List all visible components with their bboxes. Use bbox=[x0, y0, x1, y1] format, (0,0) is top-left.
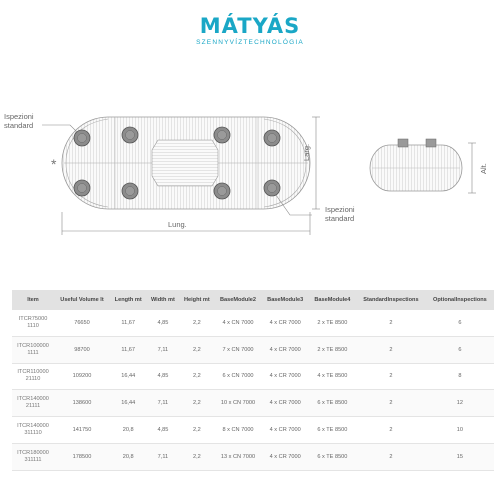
item-code: ITCR140000 bbox=[17, 396, 49, 403]
brand-tagline: SZENNYVÍZTECHNOLÓGIA bbox=[196, 39, 304, 46]
cell-width: 4,85 bbox=[146, 363, 179, 390]
cell-volume: 109200 bbox=[54, 363, 110, 390]
item-code: ITCR180000 bbox=[17, 449, 49, 456]
item-config: 311111 bbox=[24, 456, 42, 463]
header-optional-inspections: OptionalInspections bbox=[426, 290, 494, 310]
tank-drawing-svg bbox=[0, 95, 500, 250]
cell-basemodule2: 6 x CN 7000 bbox=[214, 363, 261, 390]
cell-width: 7,11 bbox=[146, 390, 179, 417]
cell-item bbox=[12, 310, 54, 336]
cell-height: 2,2 bbox=[179, 363, 214, 390]
cell-basemodule4: 6 x TE 8500 bbox=[309, 417, 356, 444]
width-label: Larg. bbox=[302, 143, 311, 161]
cell-volume: 76650 bbox=[54, 310, 110, 336]
cell-height: 2,2 bbox=[179, 336, 214, 363]
cell-basemodule4: 6 x TE 8500 bbox=[309, 390, 356, 417]
item-code: ITCR140000 bbox=[17, 423, 49, 430]
inspections-right-label bbox=[325, 205, 355, 223]
cell-item bbox=[12, 336, 54, 363]
cell-optional-inspections: 15 bbox=[426, 443, 494, 470]
cell-width: 4,85 bbox=[146, 310, 179, 336]
cell-optional-inspections: 12 bbox=[426, 390, 494, 417]
cell-optional-inspections: 10 bbox=[426, 417, 494, 444]
cell-basemodule3: 4 x CR 7000 bbox=[262, 310, 309, 336]
cell-standard-inspections: 2 bbox=[356, 310, 426, 336]
cell-basemodule4: 6 x TE 8500 bbox=[309, 443, 356, 470]
header-basemodule3: BaseModule3 bbox=[262, 290, 309, 310]
cell-width: 7,11 bbox=[146, 336, 179, 363]
cell-length: 20,8 bbox=[110, 443, 147, 470]
header-basemodule2: BaseModule2 bbox=[214, 290, 261, 310]
cell-volume: 178500 bbox=[54, 443, 110, 470]
table-row bbox=[12, 443, 494, 470]
table-header-row bbox=[12, 290, 494, 310]
cell-width: 4,85 bbox=[146, 417, 179, 444]
asterisk-marker: * bbox=[51, 156, 57, 172]
cell-basemodule3: 4 x CR 7000 bbox=[262, 417, 309, 444]
item-config: 21110 bbox=[25, 376, 41, 383]
cell-basemodule3: 4 x CR 7000 bbox=[262, 390, 309, 417]
cell-standard-inspections: 2 bbox=[356, 417, 426, 444]
cell-standard-inspections: 2 bbox=[356, 443, 426, 470]
cell-length: 11,67 bbox=[110, 310, 147, 336]
item-config: 311110 bbox=[24, 430, 42, 437]
item-config: 1111 bbox=[27, 349, 39, 356]
cell-basemodule2: 7 x CN 7000 bbox=[214, 336, 261, 363]
cell-basemodule2: 10 x CN 7000 bbox=[214, 390, 261, 417]
cell-basemodule4: 4 x TE 8500 bbox=[309, 363, 356, 390]
cell-standard-inspections: 2 bbox=[356, 336, 426, 363]
cell-length: 16,44 bbox=[110, 390, 147, 417]
height-label: Alt. bbox=[479, 163, 488, 174]
cell-basemodule4: 2 x TE 8500 bbox=[309, 336, 356, 363]
cell-item bbox=[12, 390, 54, 417]
inspections-right-line2: standard bbox=[325, 214, 355, 223]
cell-height: 2,2 bbox=[179, 390, 214, 417]
cell-standard-inspections: 2 bbox=[356, 363, 426, 390]
brand-name: MÁTYÁS bbox=[199, 14, 301, 38]
cell-optional-inspections: 8 bbox=[426, 363, 494, 390]
item-code: ITCR100000 bbox=[17, 342, 49, 349]
inspections-left-line2: standard bbox=[4, 121, 34, 130]
cell-standard-inspections: 2 bbox=[356, 390, 426, 417]
cell-basemodule3: 4 x CR 7000 bbox=[262, 443, 309, 470]
header-item: Item bbox=[12, 290, 54, 310]
cell-basemodule3: 4 x CR 7000 bbox=[262, 336, 309, 363]
header-length: Length mt bbox=[110, 290, 147, 310]
brand-logo bbox=[0, 14, 500, 46]
header-width: Width mt bbox=[146, 290, 179, 310]
table-row bbox=[12, 417, 494, 444]
cell-width: 7,11 bbox=[146, 443, 179, 470]
cell-basemodule2: 8 x CN 7000 bbox=[214, 417, 261, 444]
item-code: ITCR110000 bbox=[17, 369, 49, 376]
cell-optional-inspections: 6 bbox=[426, 310, 494, 336]
header-height: Height mt bbox=[179, 290, 214, 310]
specs-table bbox=[12, 290, 494, 471]
table-row bbox=[12, 390, 494, 417]
cell-optional-inspections: 6 bbox=[426, 336, 494, 363]
table-row bbox=[12, 336, 494, 363]
cell-volume: 138600 bbox=[54, 390, 110, 417]
cell-item bbox=[12, 363, 54, 390]
cell-volume: 98700 bbox=[54, 336, 110, 363]
header-volume: Useful Volume lt bbox=[54, 290, 110, 310]
item-config: 21111 bbox=[25, 403, 41, 410]
cell-basemodule2: 4 x CN 7000 bbox=[214, 310, 261, 336]
table-row bbox=[12, 363, 494, 390]
cell-basemodule4: 2 x TE 8500 bbox=[309, 310, 356, 336]
cell-basemodule3: 4 x CR 7000 bbox=[262, 363, 309, 390]
cell-item bbox=[12, 417, 54, 444]
inspections-right-line1: Ispezioni bbox=[325, 205, 355, 214]
header-standard-inspections: StandardInspections bbox=[356, 290, 426, 310]
cell-length: 20,8 bbox=[110, 417, 147, 444]
inspections-left-line1: Ispezioni bbox=[4, 112, 34, 121]
cell-height: 2,2 bbox=[179, 443, 214, 470]
cell-volume: 141750 bbox=[54, 417, 110, 444]
inspections-left-label bbox=[4, 112, 34, 130]
cell-height: 2,2 bbox=[179, 310, 214, 336]
length-label: Lung. bbox=[168, 220, 187, 229]
table-row bbox=[12, 310, 494, 336]
tank-side-view bbox=[370, 139, 462, 191]
cell-item bbox=[12, 443, 54, 470]
central-module bbox=[152, 140, 218, 186]
item-code: ITCR75000 bbox=[18, 315, 48, 322]
cell-length: 11,67 bbox=[110, 336, 147, 363]
cell-length: 16,44 bbox=[110, 363, 147, 390]
tank-drawing bbox=[0, 95, 500, 250]
cell-basemodule2: 13 x CN 7000 bbox=[214, 443, 261, 470]
header-basemodule4: BaseModule4 bbox=[309, 290, 356, 310]
item-config: 1110 bbox=[27, 322, 39, 329]
cell-height: 2,2 bbox=[179, 417, 214, 444]
